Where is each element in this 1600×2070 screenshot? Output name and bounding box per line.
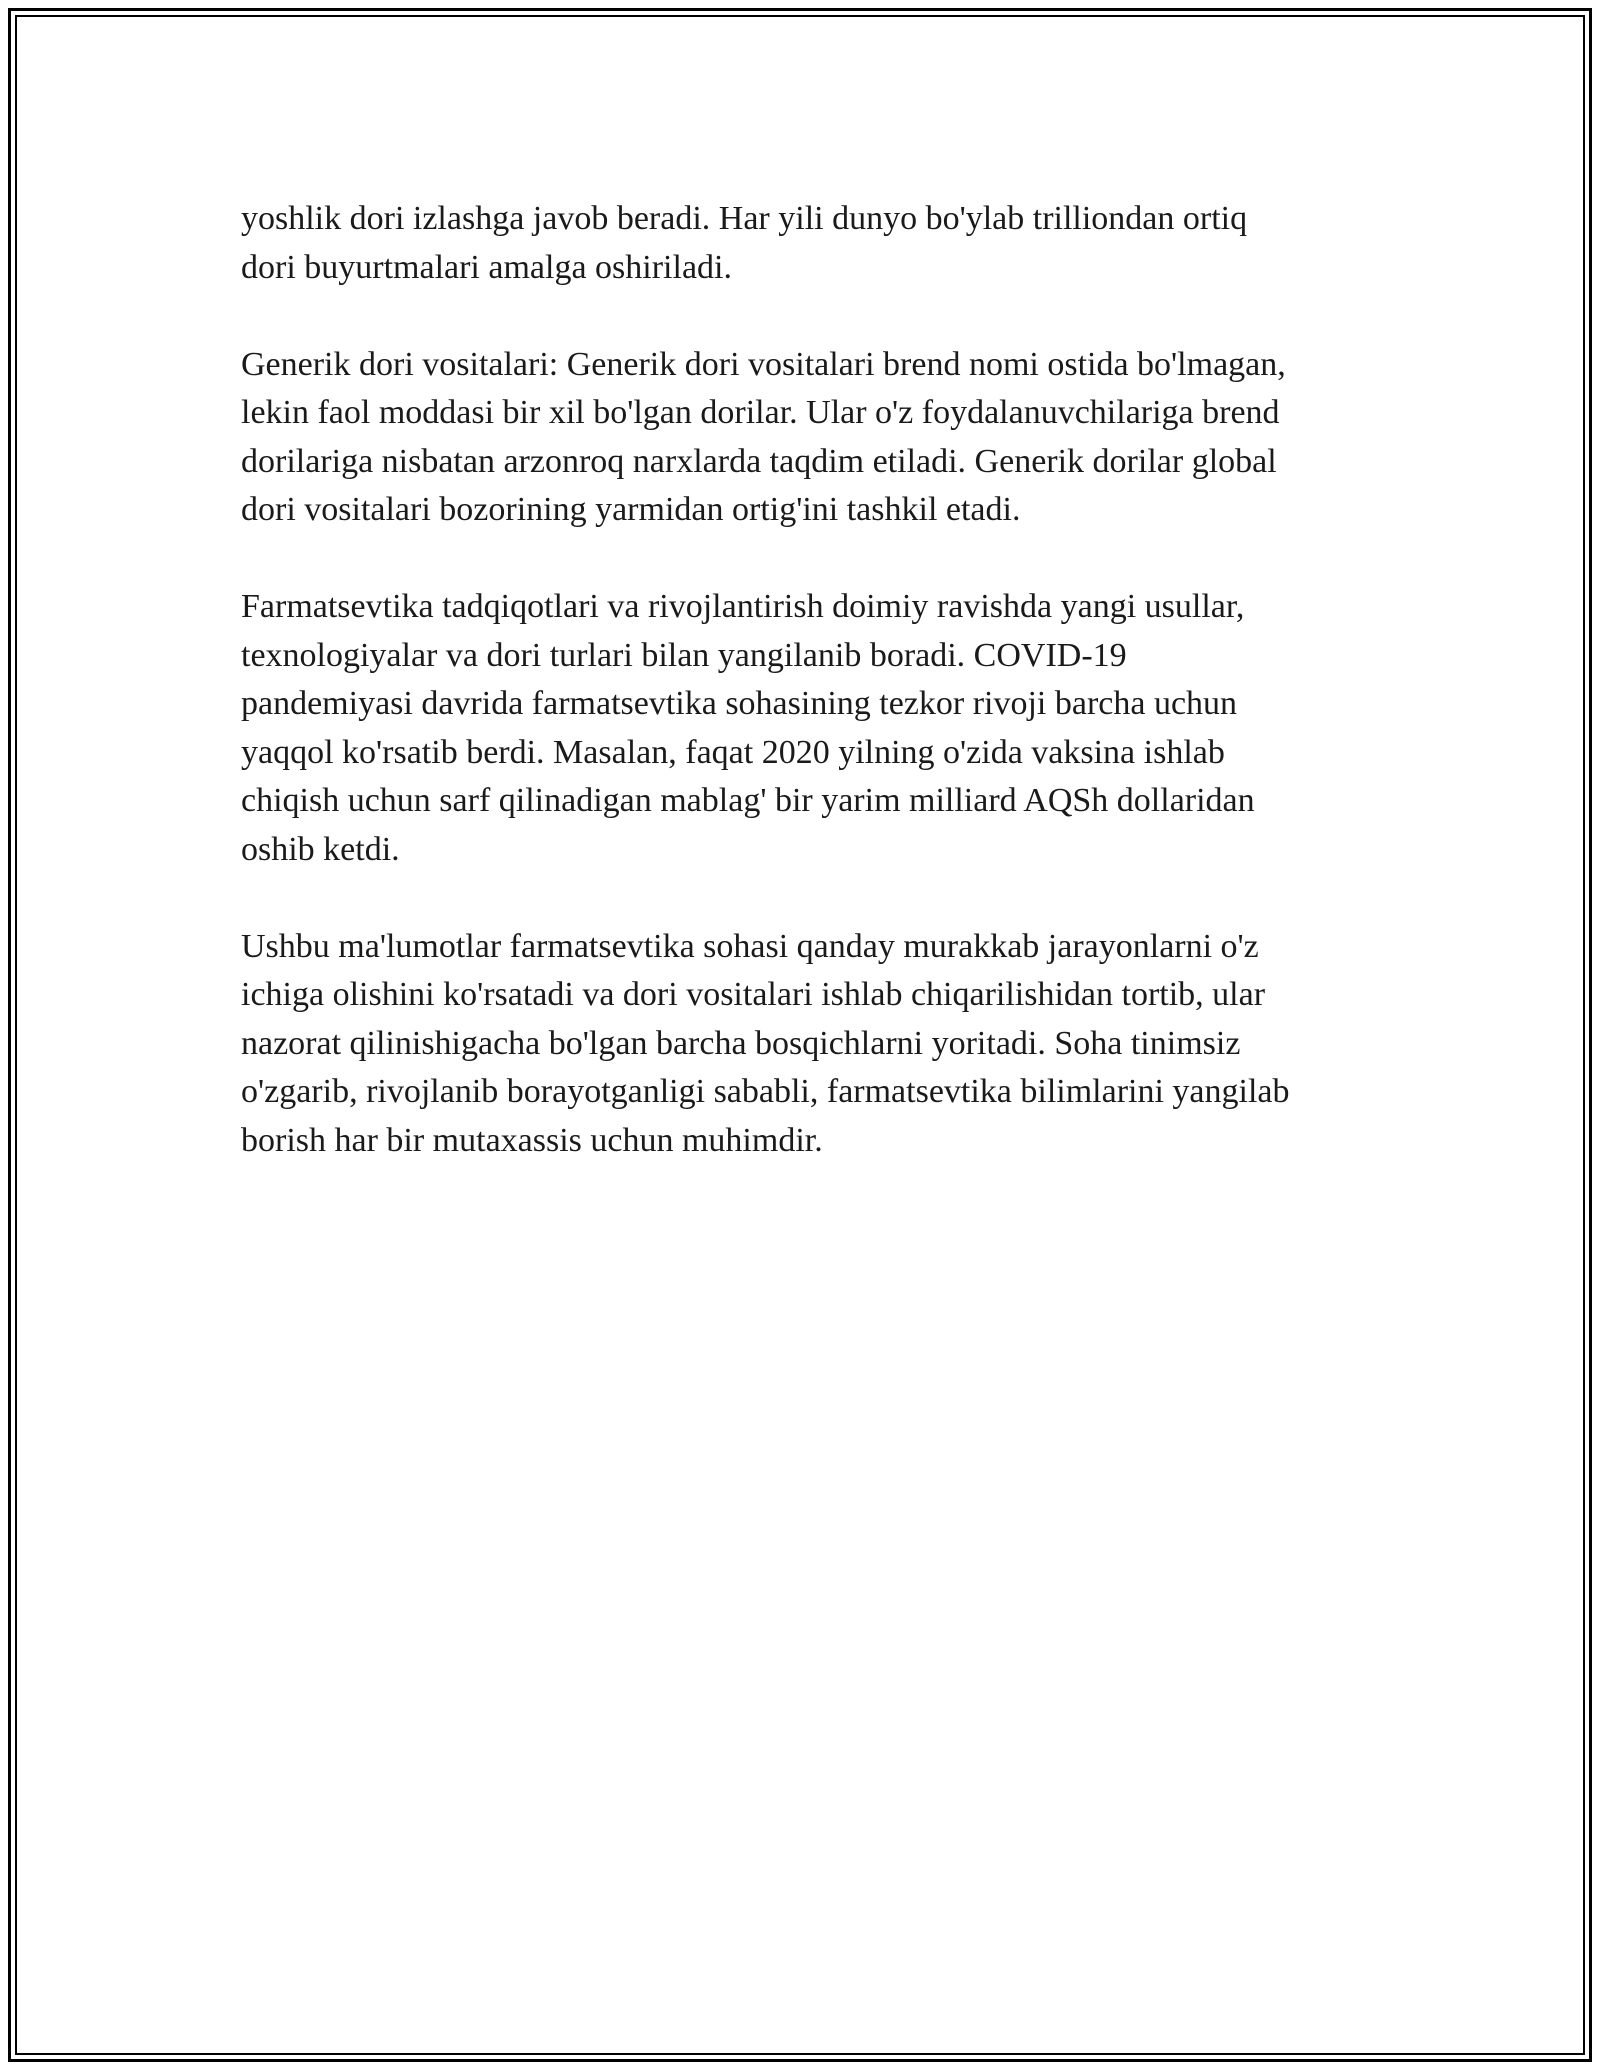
text-line: Farmatsevtika tadqiqotlari va rivojlantirish doimiy ravishda yangi usullar,: [241, 588, 1245, 625]
text-line: o'zgarib, rivojlanib borayotganligi sababli, farmatsevtika bilimlarini yangilab: [241, 1073, 1290, 1110]
paragraph-3: [241, 583, 1401, 874]
paragraph-1: [241, 195, 1401, 292]
text-line: dorilariga nisbatan arzonroq narxlarda taqdim etiladi. Generik dorilar global: [241, 442, 1277, 480]
page-inner-border: [15, 15, 1585, 2055]
text-line: borish har bir mutaxassis uchun muhimdir.: [241, 1121, 823, 1159]
text-line: yaqqol ko'rsatib berdi. Masalan, faqat 2020 yilning o'zida vaksina ishlab: [241, 733, 1225, 771]
text-line: dori buyurtmalari amalga oshiriladi.: [241, 248, 732, 286]
text-line: chiqish uchun sarf qilinadigan mablag' bir yarim milliard AQSh dollaridan: [241, 782, 1255, 819]
text-line: yoshlik dori izlashga javob beradi. Har yili dunyo bo'ylab trilliondan ortiq: [241, 200, 1248, 237]
text-line: ichiga olishini ko'rsatadi va dori vositalari ishlab chiqarilishidan tortib, ular: [241, 976, 1266, 1013]
text-line: texnologiyalar va dori turlari bilan yangilanib boradi. COVID-19: [241, 636, 1127, 674]
text-line: dori vositalari bozorining yarmidan ortig'ini tashkil etadi.: [241, 491, 1021, 528]
text-line: nazorat qilinishigacha bo'lgan barcha bosqichlarni yoritadi. Soha tinimsiz: [241, 1024, 1241, 1062]
page-border: [8, 8, 1592, 2062]
text-line: pandemiyasi davrida farmatsevtika sohasining tezkor rivoji barcha uchun: [241, 685, 1238, 722]
document-body: [241, 195, 1401, 1214]
text-line: lekin faol moddasi bir xil bo'lgan dorilar. Ular o'z foydalanuvchilariga brend: [241, 394, 1280, 431]
text-line: Ushbu ma'lumotlar farmatsevtika sohasi qanday murakkab jarayonlarni o'z: [241, 927, 1259, 965]
paragraph-4: [241, 923, 1401, 1166]
text-line: oshib ketdi.: [241, 830, 400, 868]
paragraph-2: [241, 341, 1401, 535]
text-line: Generik dori vositalari: Generik dori vositalari brend nomi ostida bo'lmagan,: [241, 345, 1286, 383]
